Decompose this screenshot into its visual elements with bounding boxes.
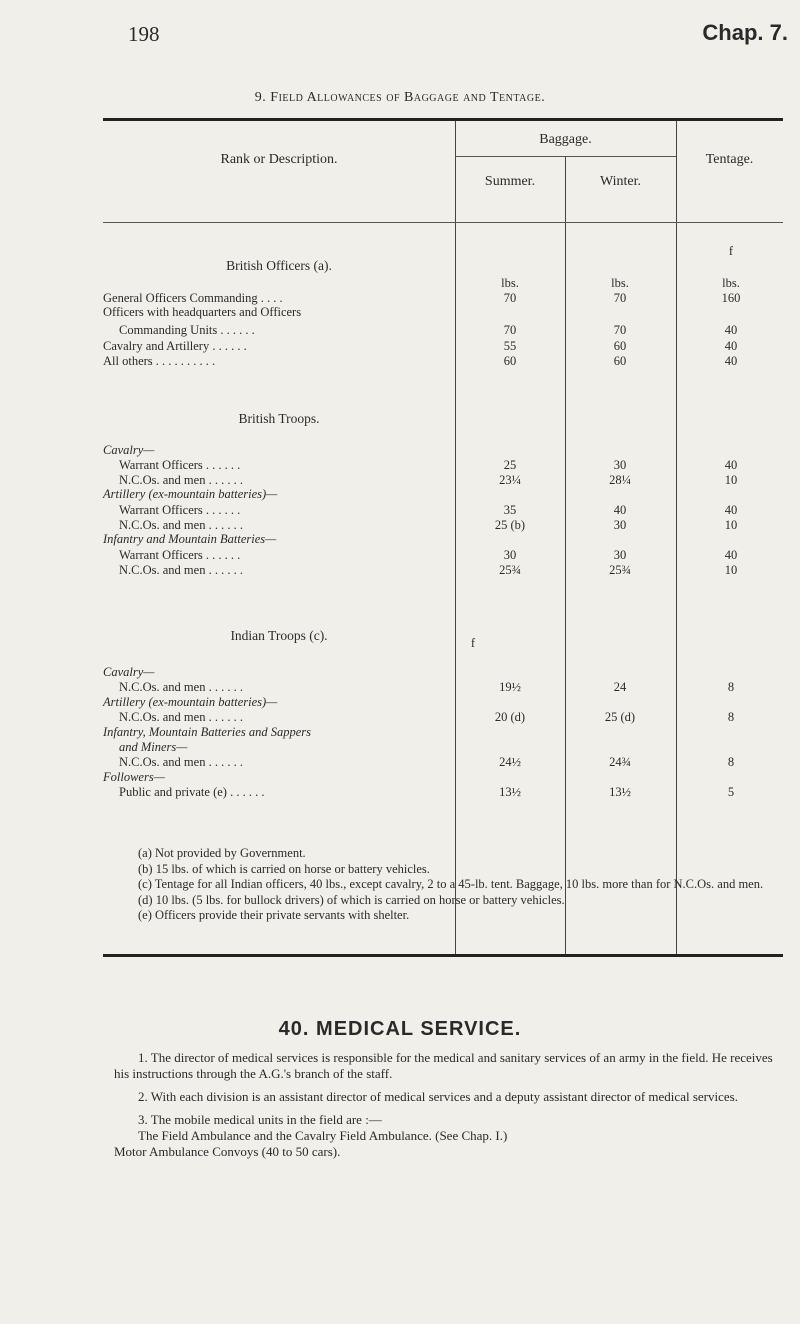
table-row	[103, 411, 783, 429]
paragraph: The Field Ambulance and the Cavalry Field Ambulance. (See Chap. I.)	[138, 1128, 508, 1143]
col-header-winter: Winter.	[599, 174, 642, 189]
table-row	[103, 244, 783, 276]
header-rule	[103, 222, 783, 223]
row-label: N.C.Os. and men . . . . . .	[119, 473, 243, 487]
footnote-d: (d) 10 lbs. (5 lbs. for bullock drivers) of which is carried on horse or battery vehicles.	[138, 892, 565, 907]
winter-cell: 28¼	[609, 473, 631, 487]
summer-cell: 70	[503, 291, 517, 305]
category-label: Cavalry—	[103, 665, 155, 679]
winter-cell: 30	[613, 458, 627, 472]
category-label: Artillery (ex-mountain batteries)—	[103, 487, 278, 501]
tentage-cell: 40	[724, 458, 738, 472]
table-row	[103, 628, 783, 650]
section-label: British Troops.	[238, 411, 320, 426]
row-label: Commanding Units . . . . . .	[119, 323, 255, 337]
summer-cell: 24½	[499, 755, 521, 769]
tentage-cell: 40	[724, 503, 738, 517]
col-header-tentage: Tentage.	[705, 152, 754, 167]
summer-cell: 23¼	[499, 473, 521, 487]
footnote-b: (b) 15 lbs. of which is carried on horse or battery vehicles.	[138, 861, 430, 876]
section-label: Indian Troops (c).	[230, 628, 328, 643]
table-row	[103, 563, 783, 581]
winter-cell: 13½	[609, 785, 631, 799]
category-label: Cavalry—	[103, 443, 155, 457]
category-label: Followers—	[103, 770, 165, 784]
section-body	[114, 1050, 774, 1167]
winter-cell: 25 (d)	[604, 710, 636, 724]
table-row	[103, 354, 783, 372]
winter-cell: 24¾	[609, 755, 631, 769]
row-label: N.C.Os. and men . . . . . .	[119, 518, 243, 532]
summer-cell: 70	[503, 323, 517, 337]
tentage-cell: 8	[727, 680, 735, 694]
tentage-cell: 10	[724, 518, 738, 532]
summer-cell: f	[470, 636, 476, 650]
table-row	[103, 305, 783, 323]
tentage-cell: 40	[724, 339, 738, 353]
row-label: N.C.Os. and men . . . . . .	[119, 710, 243, 724]
row-label: N.C.Os. and men . . . . . .	[119, 563, 243, 577]
baggage-subrule	[455, 156, 676, 157]
col-header-summer: Summer.	[484, 174, 536, 189]
row-label: Warrant Officers . . . . . .	[119, 503, 241, 517]
col-header-rank: Rank or Description.	[220, 152, 338, 167]
summer-cell: 25¾	[499, 563, 521, 577]
tentage-cell: f	[728, 244, 734, 258]
tentage-cell: 8	[727, 755, 735, 769]
tentage-cell: 160	[721, 291, 741, 305]
section-label: British Officers (a).	[226, 258, 332, 273]
footnote-e: (e) Officers provide their private servants with shelter.	[138, 908, 410, 922]
winter-cell: 60	[613, 354, 627, 368]
table-row	[103, 785, 783, 803]
row-label: N.C.Os. and men . . . . . .	[119, 755, 243, 769]
summer-cell: 25 (b)	[494, 518, 526, 532]
tentage-cell: 5	[727, 785, 735, 799]
chapter-label: Chap. 7.	[702, 20, 788, 45]
summer-cell: 30	[503, 548, 517, 562]
footnote-a: (a) Not provided by Government.	[138, 846, 306, 860]
winter-cell: 70	[613, 323, 627, 337]
summer-cell: 60	[503, 354, 517, 368]
summer-cell: 19½	[499, 680, 521, 694]
category-label: Infantry, Mountain Batteries and Sappers	[103, 725, 311, 739]
summer-cell: 20 (d)	[494, 710, 526, 724]
paragraph: 2. With each division is an assistant director of medical services and a deputy assistant director of medical services.	[138, 1089, 738, 1104]
table-bottom-rule	[103, 954, 783, 957]
tentage-cell: 10	[724, 563, 738, 577]
table-top-rule	[103, 118, 783, 121]
paragraph: Motor Ambulance Convoys (40 to 50 cars).	[114, 1144, 341, 1159]
tentage-cell: 10	[724, 473, 738, 487]
category-label: Infantry and Mountain Batteries—	[103, 532, 277, 546]
paragraph: 1. The director of medical services is responsible for the medical and sanitary services of an army in the field. He receives his instructions through the A.G.'s branch of the staff.	[114, 1050, 773, 1081]
winter-cell: 30	[613, 548, 627, 562]
tentage-cell: 40	[724, 354, 738, 368]
winter-cell: 24	[613, 680, 627, 694]
summer-cell: 13½	[499, 785, 521, 799]
table-heading: 9. Field Allowances of Baggage and Tentage.	[254, 90, 546, 105]
summer-cell: 55	[503, 339, 517, 353]
winter-cell: lbs.	[611, 276, 629, 290]
category-label: Artillery (ex-mountain batteries)—	[103, 695, 278, 709]
paragraph: 3. The mobile medical units in the field are :—	[138, 1112, 382, 1127]
footnotes	[114, 846, 774, 924]
row-label: Cavalry and Artillery . . . . . .	[103, 339, 247, 353]
col-header-baggage: Baggage.	[539, 132, 592, 147]
winter-cell: 25¾	[609, 563, 631, 577]
row-label: Warrant Officers . . . . . .	[119, 458, 241, 472]
tentage-cell: lbs.	[722, 276, 740, 290]
section-title: 40. MEDICAL SERVICE.	[278, 1018, 522, 1040]
summer-cell: 35	[503, 503, 517, 517]
row-label: Warrant Officers . . . . . .	[119, 548, 241, 562]
page-number: 198	[128, 22, 160, 46]
footnote-c: (c) Tentage for all Indian officers, 40 lbs., except cavalry, 2 to a 45-lb. tent. Baggage, 10 lbs. more than for N.C.Os. and men.	[138, 877, 764, 891]
tentage-cell: 8	[727, 710, 735, 724]
winter-cell: 70	[613, 291, 627, 305]
row-label: All others . . . . . . . . . .	[103, 354, 216, 368]
row-label: Public and private (e) . . . . . .	[119, 785, 265, 799]
winter-cell: 40	[613, 503, 627, 517]
tentage-cell: 40	[724, 323, 738, 337]
row-label: Officers with headquarters and Officers	[103, 305, 302, 319]
category-label: and Miners—	[119, 740, 188, 754]
row-label: N.C.Os. and men . . . . . .	[119, 680, 243, 694]
summer-cell: 25	[503, 458, 517, 472]
winter-cell: 60	[613, 339, 627, 353]
allowances-table	[103, 118, 783, 956]
winter-cell: 30	[613, 518, 627, 532]
row-label: General Officers Commanding . . . .	[103, 291, 283, 305]
summer-cell: lbs.	[501, 276, 519, 290]
tentage-cell: 40	[724, 548, 738, 562]
